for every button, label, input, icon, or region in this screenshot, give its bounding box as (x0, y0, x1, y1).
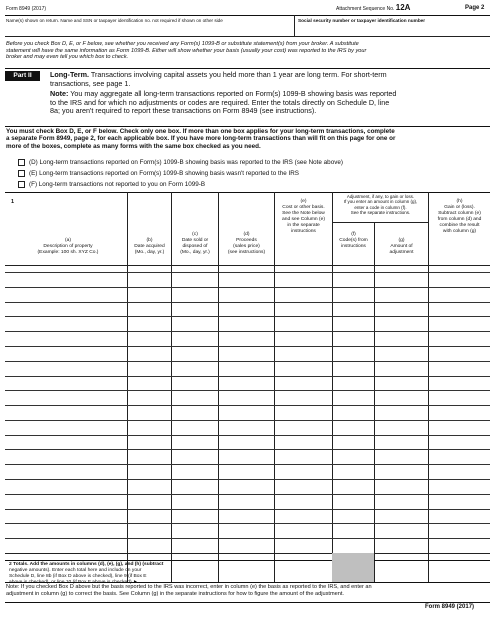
table-row[interactable] (5, 494, 490, 509)
checkbox-f[interactable] (18, 181, 25, 188)
table-row[interactable] (5, 449, 490, 464)
table-row[interactable] (5, 405, 490, 420)
table-row[interactable] (5, 523, 490, 538)
adjustment-header: Adjustment, if any, to gain or loss. If you enter an amount in column (g), enter a code in column (f). See the separate instructions. (343, 194, 418, 216)
part-ii-description: Long-Term. Transactions involving capital assets you held more than 1 year are long term. For short-term transactions, see page 1. Note: You may aggregate all long-term transactions reported on Form(s) 1099-B showing basis was reported to the IRS and for which no adjustments or codes are required. Enter the totals directly on Schedule D, line 8a; you aren't required to report these transactions on Form 8949 (see instructions). (50, 70, 397, 116)
checkbox-d-label: (D) Long-term transactions reported on Form(s) 1099-B showing basis was reported to the IRS (see Note above) (29, 158, 343, 166)
checkbox-e-label: (E) Long-term transactions reported on Form(s) 1099-B showing basis wasn't reported to the IRS (29, 169, 299, 177)
name-field[interactable] (6, 25, 290, 35)
table-row[interactable] (5, 390, 490, 405)
table-row[interactable] (5, 331, 490, 346)
ssn-label: Social security number or taxpayer identification number (298, 18, 426, 23)
table-row[interactable] (5, 435, 490, 450)
line-number-1: 1 (11, 199, 15, 205)
table-row[interactable] (5, 420, 490, 435)
page-label: Page 2 (465, 5, 485, 11)
total-adjustment-field[interactable] (375, 562, 427, 581)
table-row[interactable] (5, 361, 490, 376)
col-b-header: (b) Date acquired (Mo., day, yr.) (134, 238, 165, 255)
intro-text: Before you check Box D, E, or F below, see whether you received any Form(s) 1099-B or substitute statement(s) from your broker. A substitute statement will have the same information as Form 1099-B. Either will show whether your basis (usually your cost) was reported to the IRS by your broker and may even tell you which box to check. (6, 41, 367, 61)
arrow-right-icon: ► (132, 580, 138, 585)
col-e-header: (e) Cost or other basis. See the Note below and see Column (e) in the separate instructions (282, 199, 325, 234)
footer-form-label: Form 8949 (2017) (425, 604, 475, 610)
attachment-number: 12A (395, 3, 411, 12)
checkbox-instructions: You must check Box D, E, or F below. Check only one box. If more than one box applies for your long-term transactions, complete a separate Form 8949, page 2, for each applicable box. If you have more long-term transactions than will fit on this page for one or more of the boxes, complete as many forms with the same box checked as you need. (6, 128, 396, 150)
table-row[interactable] (5, 316, 490, 331)
shaded-code-cell (332, 553, 374, 582)
part-ii-tag: Part II (5, 71, 40, 81)
table-row[interactable] (5, 464, 490, 479)
checkbox-f-label: (F) Long-term transactions not reported to you on Form 1099-B (29, 180, 206, 188)
footer-note: Note: If you checked Box D above but the basis reported to the IRS was incorrect, enter in column (e) the basis as reported to the IRS, and enter an adjustment in column (g) to correct the basis. See Column (g) in the separate instructions for how to figure the amount of the adjustment. (6, 584, 372, 597)
total-cost-field[interactable] (275, 562, 331, 581)
col-c-header: (c) Date sold or disposed of (Mo., day, yr.) (180, 232, 210, 255)
col-h-header: (h) Gain or (loss). Subtract column (e) from column (d) and combine the result with column (g) (437, 199, 482, 234)
table-row[interactable] (5, 509, 490, 524)
attachment-prefix: Attachment Sequence No. (336, 6, 395, 12)
table-row[interactable] (5, 272, 490, 287)
total-gain-field[interactable] (429, 562, 489, 581)
attachment-sequence (336, 5, 410, 12)
checkbox-d[interactable] (18, 159, 25, 166)
table-row[interactable] (5, 302, 490, 317)
totals-text: 2 Totals. Add the amounts in columns (d), (e), (g), and (h) (subtract negative amounts). Enter each total here and include on your Schedule D, line 8b (if Box D above is checked), line 9 (if Box E above is checked), or line 10 (if Box F above is checked) ► (9, 562, 164, 585)
table-row[interactable] (5, 376, 490, 391)
table-row[interactable] (5, 538, 490, 553)
table-row[interactable] (5, 287, 490, 302)
col-f-header: (f) Code(s) from instructions (339, 232, 368, 249)
name-label: Name(s) shown on return. Name and SSN or taxpayer identification no. not required if shown on other side (6, 18, 223, 23)
col-a-header: (a) Description of property (Example: 100 sh. XYZ Co.) (37, 238, 99, 255)
form-label: Form 8949 (2017) (6, 6, 47, 12)
checkbox-e[interactable] (18, 170, 25, 177)
total-proceeds-field[interactable] (219, 562, 273, 581)
col-d-header: (d) Proceeds (sales price) (see instructions) (227, 232, 266, 255)
table-row[interactable] (5, 346, 490, 361)
table-row[interactable] (5, 479, 490, 494)
ssn-field[interactable] (298, 25, 488, 35)
col-g-header: (g) Amount of adjustment (389, 238, 414, 255)
